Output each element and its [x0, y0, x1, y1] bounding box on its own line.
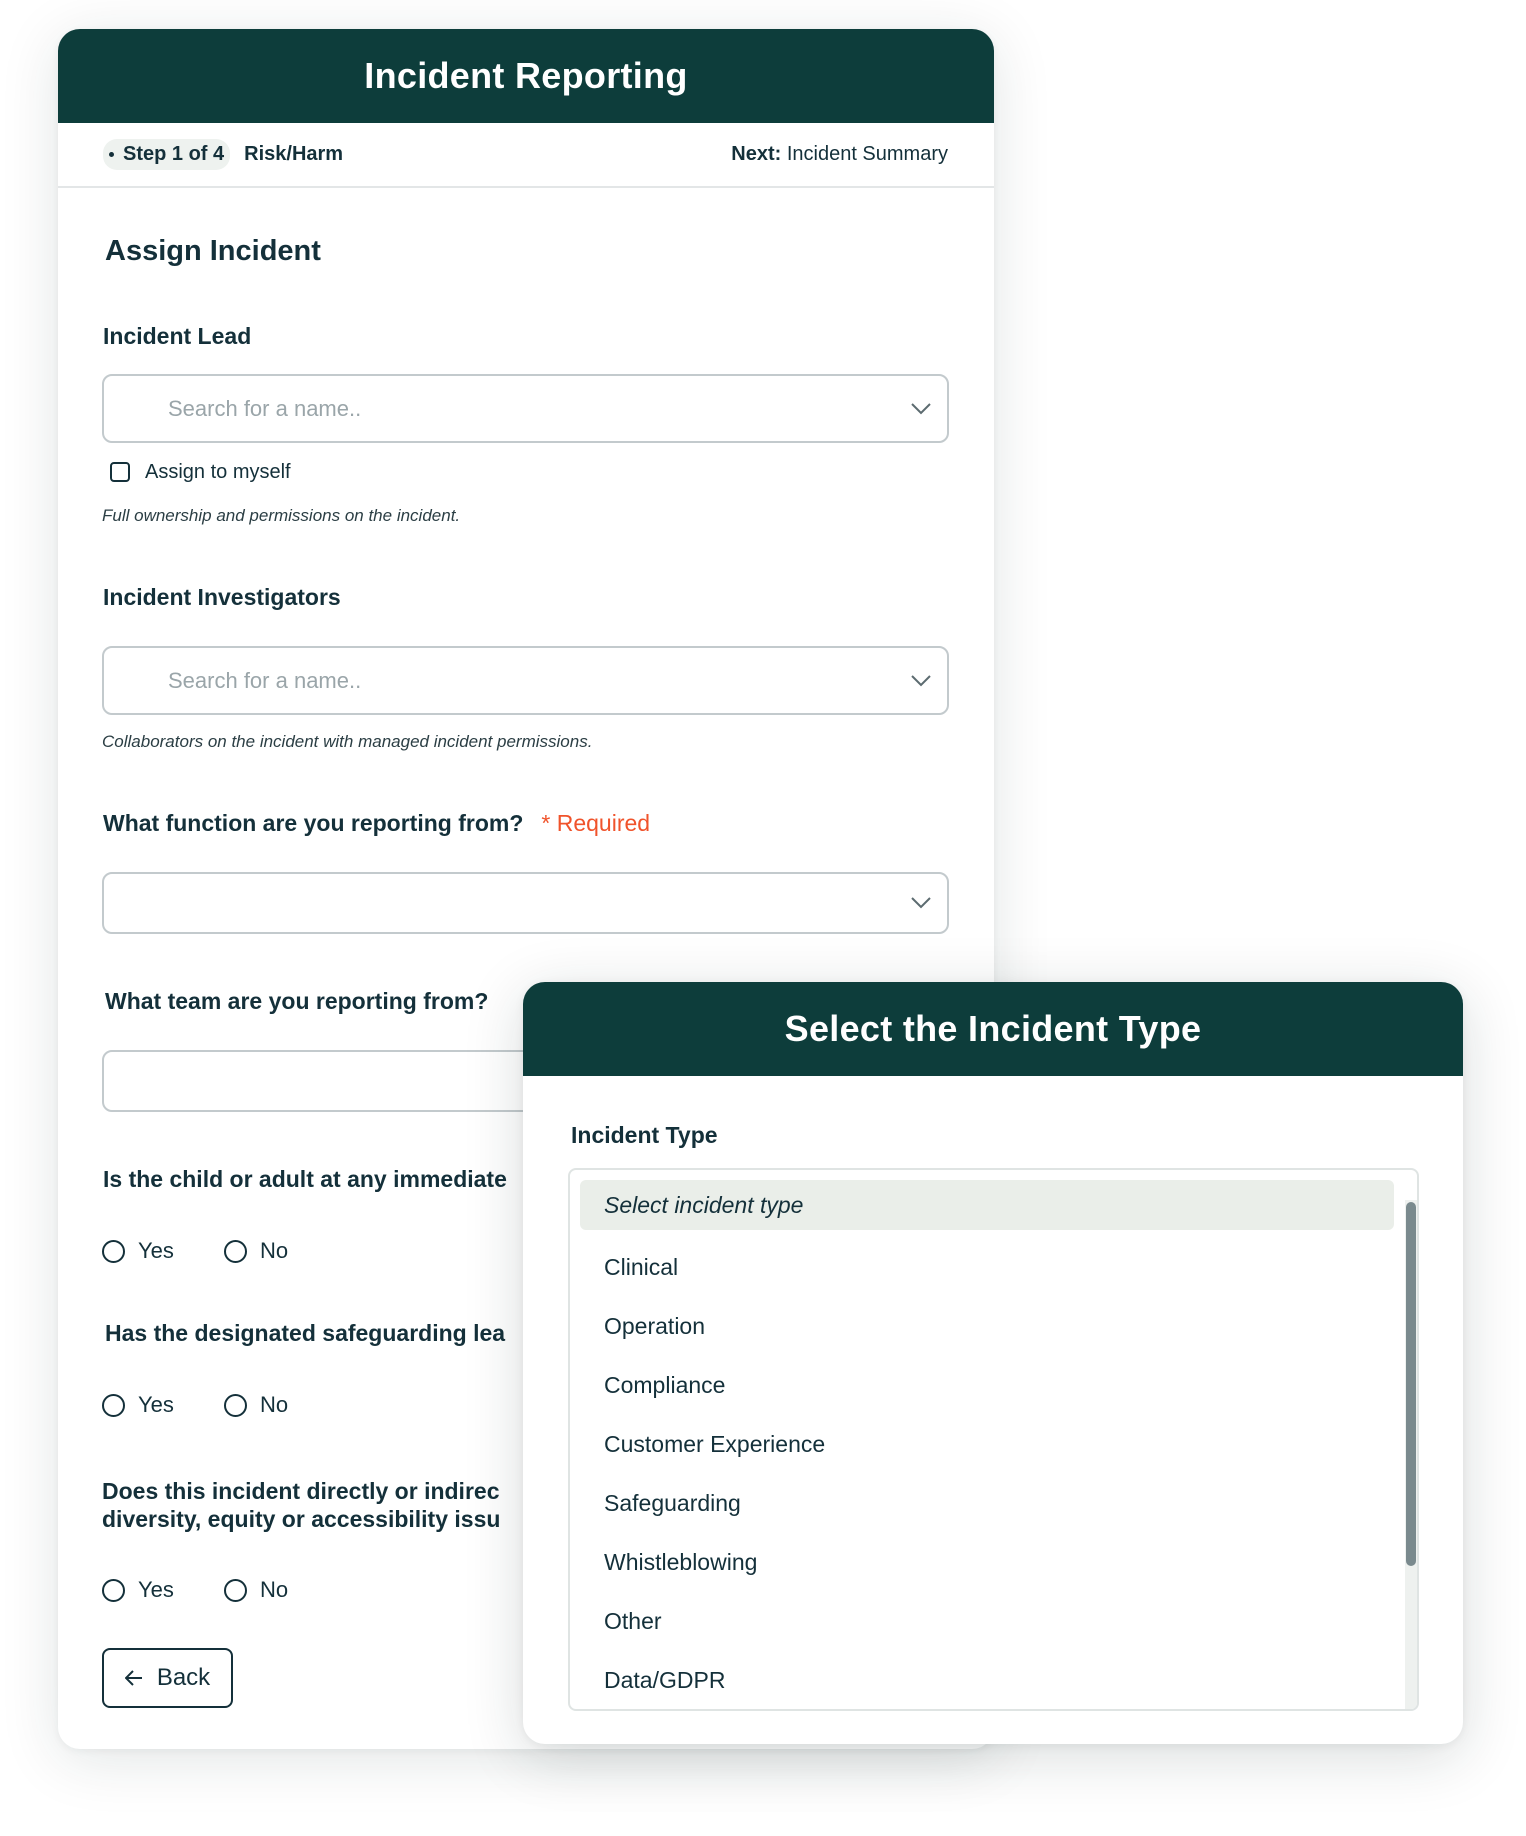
investigators-label: Incident Investigators [103, 584, 341, 610]
team-question-label: What team are you reporting from? [105, 988, 489, 1014]
step-name: Risk/Harm [244, 143, 344, 165]
immediate-risk-yes[interactable] [102, 1238, 174, 1264]
form-title: Incident Reporting [364, 55, 688, 96]
radio-icon[interactable] [224, 1240, 247, 1263]
safeguarding-lead-no[interactable] [224, 1392, 288, 1418]
incident-type-listbox[interactable] [568, 1168, 1419, 1711]
incident-type-dialog [523, 982, 1463, 1744]
option-data-gdpr[interactable]: Data/GDPR [604, 1666, 726, 1693]
step-indicator [103, 139, 230, 170]
investigators-select[interactable] [102, 646, 949, 715]
function-question-label: What function are you reporting from? [103, 810, 524, 836]
function-select[interactable] [102, 872, 949, 934]
radio-yes-label: Yes [138, 1577, 174, 1602]
radio-yes-label: Yes [138, 1238, 174, 1263]
assign-to-myself-label: Assign to myself [145, 461, 291, 483]
radio-no-label: No [260, 1392, 289, 1417]
required-marker: * Required [541, 810, 651, 836]
safeguarding-lead-question: Has the designated safeguarding lea [105, 1320, 506, 1346]
next-label: Next: [731, 143, 782, 165]
form-header [58, 29, 994, 123]
step-bar [58, 123, 994, 188]
radio-yes-label: Yes [138, 1392, 174, 1417]
section-title: Assign Incident [105, 235, 321, 267]
diversity-no[interactable] [224, 1577, 288, 1603]
option-clinical[interactable]: Clinical [604, 1253, 679, 1280]
radio-icon[interactable] [224, 1579, 247, 1602]
dialog-header [523, 982, 1463, 1076]
option-safeguarding[interactable]: Safeguarding [604, 1489, 741, 1516]
function-question [103, 810, 650, 837]
back-label: Back [156, 1664, 211, 1691]
assign-to-myself-checkbox[interactable] [110, 462, 130, 482]
option-other[interactable]: Other [604, 1607, 662, 1634]
immediate-risk-question: Is the child or adult at any immediate [103, 1166, 507, 1192]
investigators-hint: Collaborators on the incident with managed incident permissions. [102, 732, 593, 751]
scrollbar-thumb[interactable] [1406, 1202, 1416, 1566]
safeguarding-lead-yes[interactable] [102, 1392, 174, 1418]
option-operation[interactable]: Operation [604, 1312, 706, 1339]
radio-icon[interactable] [102, 1240, 125, 1263]
option-compliance[interactable]: Compliance [604, 1371, 726, 1398]
arrow-left-icon [125, 1670, 143, 1686]
diversity-question-line1: Does this incident directly or indirec [102, 1478, 500, 1504]
option-customer-experience[interactable]: Customer Experience [604, 1430, 826, 1457]
option-placeholder[interactable]: Select incident type [580, 1180, 1394, 1230]
chevron-down-icon [911, 403, 931, 415]
incident-lead-label: Incident Lead [103, 323, 252, 349]
next-step [731, 143, 948, 166]
chevron-down-icon [911, 675, 931, 687]
step-dot-icon [109, 152, 114, 157]
diversity-yes[interactable] [102, 1577, 174, 1603]
immediate-risk-no[interactable] [224, 1238, 288, 1264]
incident-lead-hint: Full ownership and permissions on the incident. [102, 506, 461, 525]
investigators-placeholder: Search for a name.. [168, 667, 362, 693]
step-count: Step 1 of 4 [123, 143, 225, 165]
back-button[interactable] [102, 1648, 233, 1708]
incident-type-label: Incident Type [571, 1122, 718, 1148]
incident-lead-select[interactable] [102, 374, 949, 443]
radio-icon[interactable] [102, 1579, 125, 1602]
radio-no-label: No [260, 1577, 289, 1602]
option-whistleblowing[interactable]: Whistleblowing [604, 1548, 758, 1575]
diversity-question [102, 1477, 500, 1533]
radio-icon[interactable] [224, 1394, 247, 1417]
incident-lead-placeholder: Search for a name.. [168, 395, 362, 421]
dialog-title: Select the Incident Type [784, 1008, 1202, 1049]
radio-icon[interactable] [102, 1394, 125, 1417]
chevron-down-icon [911, 897, 931, 909]
next-value: Incident Summary [786, 143, 948, 165]
radio-no-label: No [260, 1238, 289, 1263]
diversity-question-line2: diversity, equity or accessibility issu [102, 1506, 501, 1532]
